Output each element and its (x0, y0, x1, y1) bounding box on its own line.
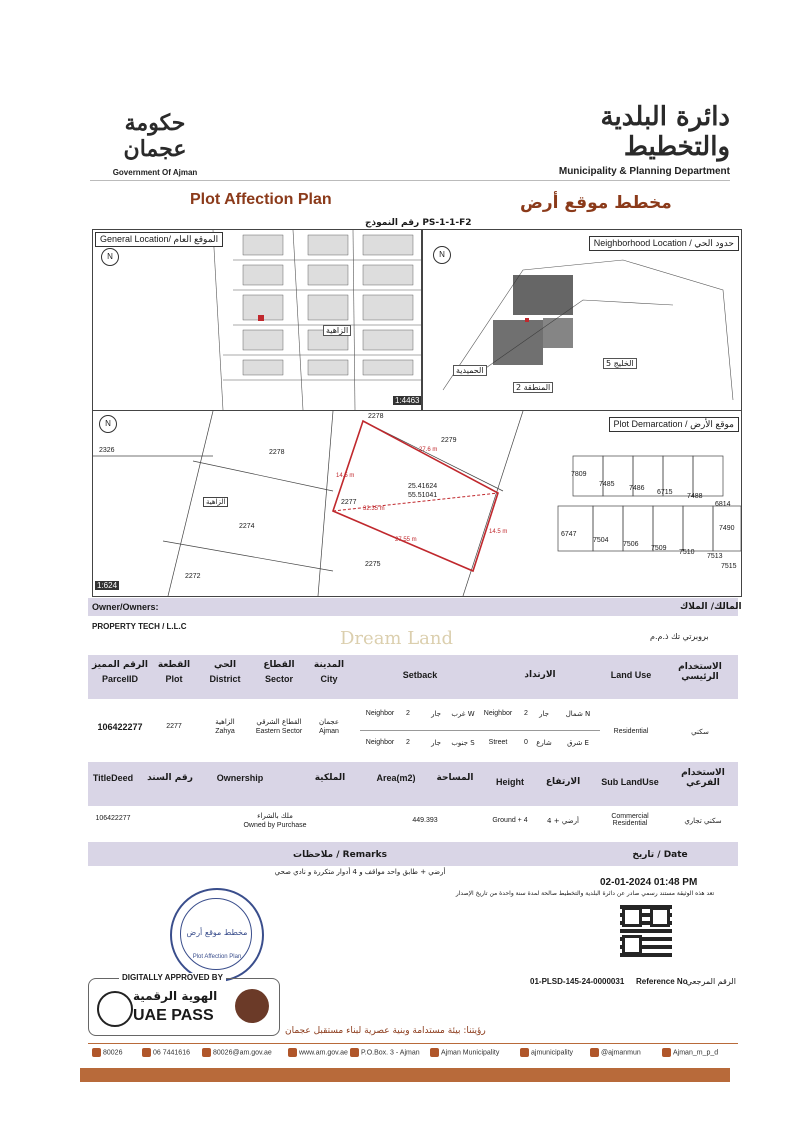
youtube-icon (520, 1048, 529, 1057)
digitally-approved-label: DIGITALLY APPROVED BY (119, 973, 226, 982)
remarks-label: Remarks / ملاحظات (293, 850, 387, 860)
email-icon (202, 1048, 211, 1057)
twitter-icon (590, 1048, 599, 1057)
sublanduse-header: Sub LandUse (601, 777, 659, 787)
stamp-text-en: Plot Affection Plan (192, 954, 242, 960)
area-label-general: الزاهية (323, 325, 351, 336)
sector-label-3: الحميدية (453, 365, 487, 376)
setback-divider (360, 730, 600, 731)
dimension-diagonal: 32.35 m (363, 506, 385, 512)
sublanduse-value-ar: سكني تجاري (684, 817, 722, 825)
remarks-text: أرضي + طابق واحد مواقف و 4 أدوار متكررة و نادي صحي (274, 868, 446, 876)
po-box: P.O.Box. 3 - Ajman (350, 1048, 420, 1057)
coordinate-lon: 55.51041 (408, 492, 438, 499)
parcel-id-header: ParcelID (101, 674, 139, 684)
ownership-header-ar: الملكية (314, 773, 346, 783)
dimension-bottom: 27.55 m (395, 537, 417, 543)
height-header: Height (496, 777, 524, 787)
ownership-header: Ownership (216, 773, 264, 783)
city-value-en: Ajman (319, 728, 339, 735)
city-value-ar: عجمان (318, 718, 339, 726)
plan-title-ar: مخطط موقع أرض (520, 193, 672, 213)
date-value: 02-01-2024 01:48 PM (600, 877, 698, 888)
phone-icon (92, 1048, 101, 1057)
plot-number: 2274 (239, 523, 255, 530)
plot-number: 6814 (715, 501, 731, 508)
website[interactable]: www.am.gov.ae (288, 1048, 348, 1057)
plot-number: 2279 (441, 437, 457, 444)
area-label-demarcation: الزاهية (203, 497, 228, 507)
plot-number: 7506 (623, 541, 639, 548)
coordinate-lat: 25.41624 (408, 483, 438, 490)
email[interactable]: 80026@am.gov.ae (202, 1048, 272, 1057)
plan-title-en: Plot Affection Plan (190, 191, 332, 208)
dimension-top: 27.6 m (419, 447, 438, 453)
setback-header: Setback (402, 670, 438, 680)
setback-row-2: Neighbor 2 جار S جنوب Street 0 شارع E شرق (365, 739, 589, 747)
municipality-logo (520, 102, 730, 177)
dimension-right: 14.5 m (489, 529, 508, 535)
contact-bar (92, 1048, 738, 1062)
government-of-ajman-logo (100, 110, 210, 177)
landuse-value-en: Residential (613, 728, 649, 735)
area-value: 449.393 (412, 817, 438, 824)
twitter[interactable]: @ajmanmun (590, 1048, 641, 1057)
ownership-value-en: Owned by Purchase (243, 822, 307, 829)
area-header-ar: المساحة (436, 773, 474, 783)
facebook-icon (430, 1048, 439, 1057)
plot-number-target: 2277 (341, 499, 357, 506)
plot-number: 7490 (719, 525, 735, 532)
uae-pass-badge (88, 973, 280, 1036)
plot-number: 7809 (571, 471, 587, 478)
plot-header: Plot (165, 674, 183, 684)
reference-label-ar: الرقم المرجعي (686, 977, 736, 986)
plot-number: 2275 (365, 561, 381, 568)
stamp-text-ar: مخطط موقع أرض (186, 928, 248, 937)
sector-value-en: Eastern Sector (255, 728, 303, 735)
general-map-drawing (93, 230, 421, 410)
date-label: Date / تاريخ (632, 850, 688, 860)
ownership-value-ar: ملك بالشراء (257, 812, 293, 820)
sublanduse-value-en: Commercial Residential (611, 813, 649, 827)
form-number: PS-1-1-F2 رقم النموذج (365, 218, 472, 228)
general-location-map (92, 229, 422, 411)
dept-ar-name: دائرة البلدية والتخطيط (600, 102, 730, 162)
demarcation-drawing (93, 411, 741, 596)
dimension-left: 14.5 m (336, 473, 355, 479)
plot-number: 7485 (599, 481, 615, 488)
plot-demarcation-label: Plot Demarcation / موقع الأرض (609, 417, 739, 432)
plot-number: 7510 (679, 549, 695, 556)
plot-value: 2277 (166, 723, 182, 730)
reference-label-en: Reference No (636, 977, 688, 986)
youtube[interactable]: ajmunicipality (520, 1048, 573, 1057)
setback-row-1: Neighbor 2 جار W غرب Neighbor 2 جار N شمال (365, 710, 591, 718)
phone-icon (142, 1048, 151, 1057)
plot-header-ar: القطعة (157, 660, 191, 670)
titledeed-value: 106422277 (95, 815, 131, 822)
instagram[interactable]: Ajman_m_p_d (662, 1048, 718, 1057)
plot-number: 7515 (721, 563, 737, 570)
sector-value-ar: القطاع الشرقي (256, 718, 302, 726)
parcel-id-header-ar: الرقم المميز (92, 660, 148, 670)
official-stamp (170, 888, 264, 982)
height-value-en: Ground + 4 (492, 817, 528, 824)
plot-number: 2272 (185, 573, 201, 580)
mail-box-icon (350, 1048, 359, 1057)
landuse-header-ar: الاستخدام الرئيسي (678, 662, 722, 682)
plot-demarcation-map (92, 410, 742, 597)
facebook[interactable]: Ajman Municipality (430, 1048, 499, 1057)
reference-value: 01-PLSD-145-24-0000031 (530, 977, 625, 986)
instagram-icon (662, 1048, 671, 1057)
scale-general: 1:4463 (395, 396, 420, 405)
plot-number: 2278 (269, 449, 285, 456)
globe-icon (288, 1048, 297, 1057)
sector-header: Sector (264, 674, 293, 684)
plot-number: 7486 (629, 485, 645, 492)
sublanduse-header-ar: الاستخدام الفرعي (681, 768, 725, 788)
sector-label-2: المنطقة 2 (513, 382, 553, 393)
fingerprint-icon (97, 991, 133, 1027)
general-location-label: General Location/ الموقع العام (95, 232, 223, 247)
disclaimer-text: تعد هذه الوثيقة مستند رسمي صادر عن دائرة البلدية والتخطيط صالحة لمدة سنة واحدة من تاريخ الإصدار (455, 890, 715, 897)
plot-number: 7509 (651, 545, 667, 552)
plot-number: 2326 (99, 447, 115, 454)
north-arrow-icon: N (101, 248, 119, 266)
watermark: Dream Land (340, 628, 454, 649)
plot-number: 7504 (593, 537, 609, 544)
plot-number: 6747 (561, 531, 577, 538)
owner-band (88, 598, 738, 616)
vision-statement: رؤيتنا: بيئة مستدامة وبنية عصرية لبناء مستقبل عجمان (285, 1026, 486, 1036)
uaepass-en: UAE PASS (133, 1007, 214, 1024)
phone-toll-free: 80026 (92, 1048, 122, 1057)
landuse-value-ar: سكني (691, 728, 709, 736)
titledeed-header: TitleDeed (92, 773, 134, 783)
district-header-ar: الحي (213, 660, 237, 670)
owner-name-en: PROPERTY TECH / L.L.C (92, 622, 187, 631)
city-header-ar: المدينة (313, 660, 345, 670)
header-divider (90, 180, 730, 181)
qr-code (620, 905, 672, 957)
owner-label: Owner/Owners: (92, 602, 159, 612)
city-header: City (320, 674, 338, 684)
height-value-ar: أرضي + 4 (547, 817, 579, 825)
phone-number: 06 7441616 (142, 1048, 190, 1057)
north-arrow-icon: N (99, 415, 117, 433)
uaepass-ar: الهوية الرقمية (133, 989, 218, 1003)
district-value-en: Zahya (215, 728, 235, 735)
plot-number: 7488 (687, 493, 703, 500)
plot-number: 2278 (368, 413, 384, 420)
north-arrow-icon: N (433, 246, 451, 264)
height-header-ar: الارتفاع (545, 777, 581, 787)
plot-number: 6715 (657, 489, 673, 496)
sector-label-1: الخليج 5 (603, 358, 637, 369)
area-header: Area(m2) (376, 773, 416, 783)
uaepass-seal-icon (235, 989, 269, 1023)
scale-demarcation: 1:624 (97, 581, 118, 590)
footer-divider (88, 1043, 738, 1044)
district-header: District (209, 674, 241, 684)
parcel-id-value: 106422277 (97, 722, 143, 732)
setback-header-ar: الارتداد (524, 670, 556, 680)
neighborhood-map-drawing (423, 230, 741, 410)
district-value-ar: الزاهية (215, 718, 235, 726)
neighborhood-location-label: Neighborhood Location / حدود الحي (589, 236, 739, 251)
dept-en-name: Municipality & Planning Department (558, 166, 730, 177)
landuse-header: Land Use (610, 670, 652, 680)
gov-ar-name: حكومة عجمان (123, 110, 187, 162)
plot-number: 7513 (707, 553, 723, 560)
footer-decorative-bar (80, 1068, 730, 1082)
gov-en-name: Government Of Ajman (112, 168, 198, 177)
owner-name-ar: بروبرتي تك ذ.م.م (650, 632, 709, 641)
sector-header-ar: القطاع (263, 660, 295, 670)
titledeed-header-ar: رقم السند (147, 773, 193, 783)
neighborhood-location-map (422, 229, 742, 411)
owner-label-ar: المالك/ الملاك (680, 602, 742, 612)
